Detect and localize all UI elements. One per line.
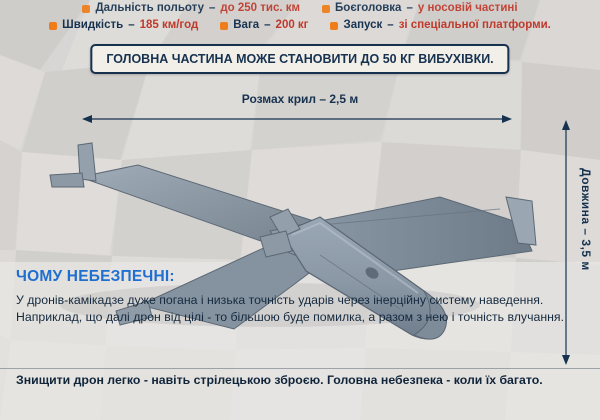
- spec-item-range: [82, 1, 300, 16]
- length-arrow: [560, 120, 572, 365]
- spec-label: Дальність польоту: [95, 2, 204, 14]
- spec-dash: –: [387, 19, 394, 31]
- length-label: Довжина – 3,5 м: [579, 168, 593, 271]
- specs-panel: [0, 0, 600, 33]
- spec-value: зі спеціальної платформи.: [398, 19, 551, 31]
- spec-dash: –: [208, 2, 216, 14]
- spec-label: Запуск: [343, 19, 383, 31]
- spec-label: Вага: [233, 19, 260, 31]
- spec-dash: –: [128, 19, 135, 31]
- warning-banner: ГОЛОВНА ЧАСТИНА МОЖЕ СТАНОВИТИ ДО 50 КГ ВИБУХІВКИ.: [90, 44, 509, 74]
- spec-label: Боєголовка: [335, 2, 402, 14]
- bullet-square-icon: [330, 22, 338, 30]
- wingspan-arrow: [82, 112, 512, 124]
- spec-row-1: [0, 1, 600, 16]
- spec-value: 200 кг: [275, 19, 309, 31]
- spec-item-weight: [220, 18, 308, 33]
- spec-item-speed: [49, 18, 198, 33]
- wingspan-label: Розмах крил – 2,5 м: [241, 92, 359, 106]
- spec-value: до 250 тис. км: [220, 2, 301, 14]
- spec-label: Швидкість: [62, 19, 124, 31]
- spec-dash: –: [264, 19, 271, 31]
- why-dangerous-title: ЧОМУ НЕБЕЗПЕЧНІ:: [16, 268, 175, 285]
- why-dangerous-footer: Знищити дрон легко - навіть стрілецькою зброєю. Головна небезпека - коли їх багато.: [16, 373, 543, 387]
- spec-item-warhead: [322, 1, 518, 16]
- bullet-square-icon: [49, 22, 57, 30]
- footer-divider: [0, 368, 600, 369]
- bullet-square-icon: [220, 22, 228, 30]
- spec-item-launch: [330, 18, 550, 33]
- spec-value: 185 км/год: [139, 19, 199, 31]
- bullet-square-icon: [82, 5, 90, 13]
- why-dangerous-body: У дронів-камікадзе дуже погана і низька точність ударів через інерційну систему наведення. Наприклад, що далі дрон від цілі - то більшою буде помилка, а разом з нею і точність влучання.: [16, 293, 564, 324]
- spec-dash: –: [406, 2, 413, 14]
- spec-value: у носовій частині: [417, 2, 518, 14]
- spec-row-2: [0, 18, 600, 33]
- bullet-square-icon: [322, 5, 330, 13]
